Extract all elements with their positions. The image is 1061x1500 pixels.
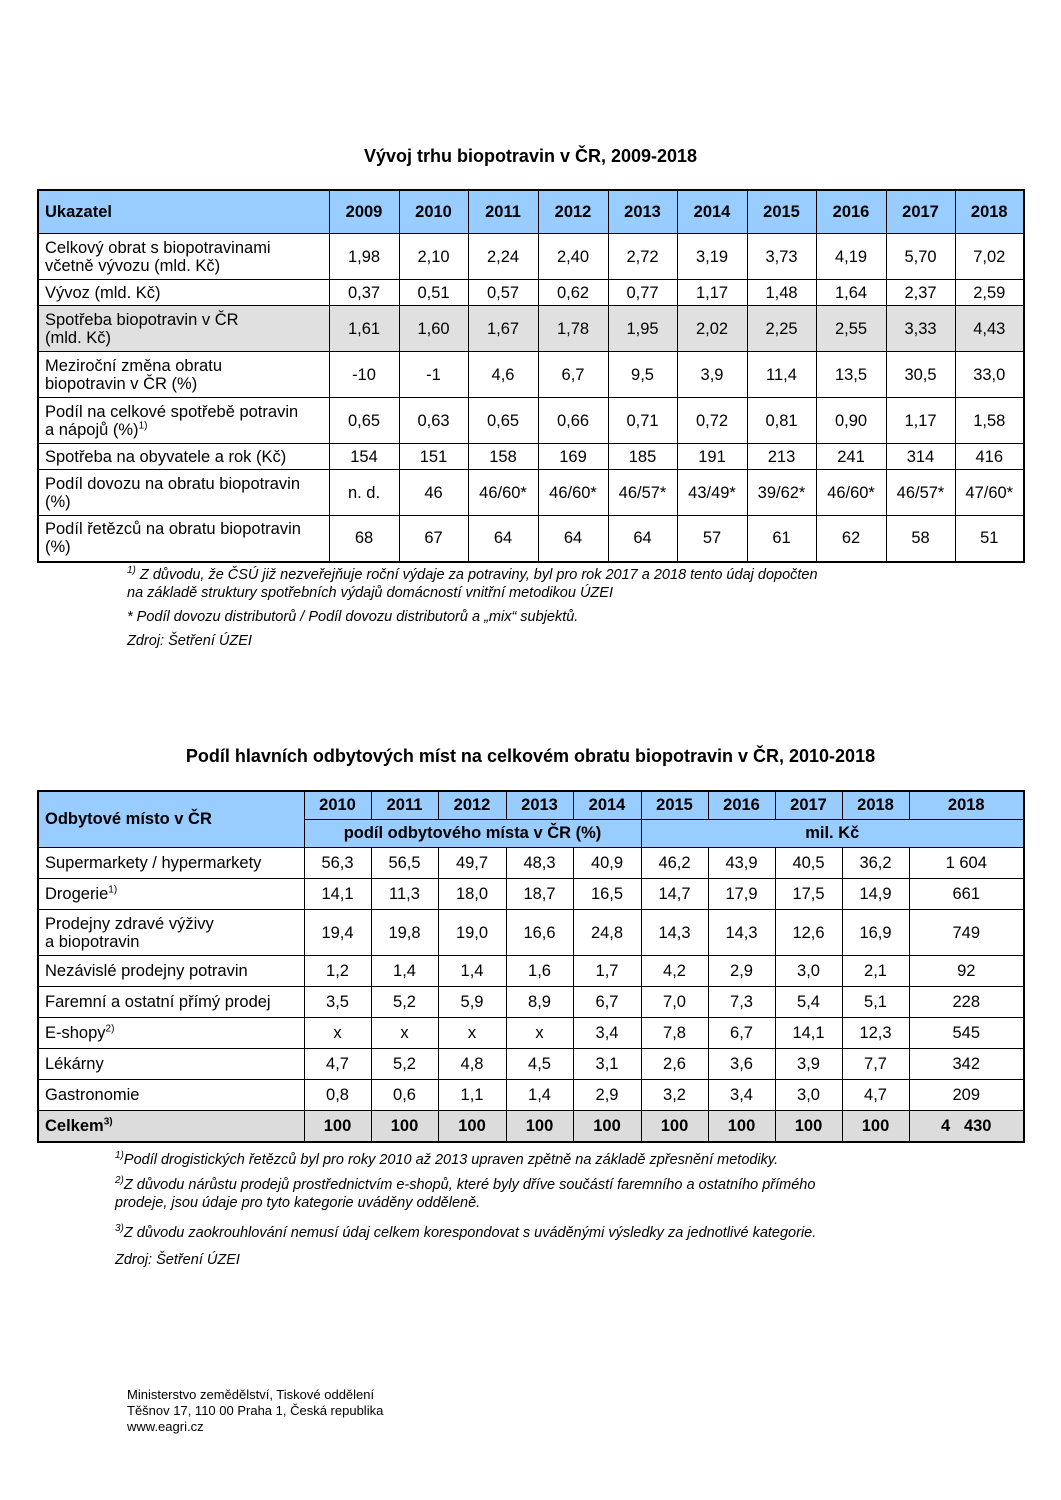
table-cell: 14,3	[708, 910, 775, 956]
table-cell: x	[304, 1018, 371, 1049]
table-cell: 0,72	[677, 398, 747, 444]
table-cell: 1,60	[399, 306, 468, 352]
table-cell: 0,57	[468, 280, 538, 306]
table-cell: 1 604	[909, 848, 1024, 879]
header-year: 2017	[886, 190, 955, 234]
table-cell: 1,17	[677, 280, 747, 306]
table-cell: 661	[909, 879, 1024, 910]
table-cell: 1,95	[608, 306, 677, 352]
table-row	[38, 910, 1024, 956]
row-label: Nezávislé prodejny potravin	[38, 956, 304, 987]
table-cell: 2,6	[641, 1049, 708, 1080]
row-label: Drogerie$^{1)}$	[38, 879, 304, 910]
header-year: 2018	[955, 190, 1024, 234]
table-cell: 342	[909, 1049, 1024, 1080]
table-cell: 30,5	[886, 352, 955, 398]
table-cell: 24,8	[573, 910, 641, 956]
table-cell: 64	[538, 516, 608, 562]
table-cell: 3,4	[573, 1018, 641, 1049]
table-cell: 4,43	[955, 306, 1024, 352]
header-year: 2018	[909, 791, 1024, 820]
table-row	[38, 516, 1024, 562]
table-cell: x	[371, 1018, 438, 1049]
table-header-row	[38, 190, 1024, 234]
header-year: 2010	[304, 791, 371, 820]
table-cell: 46/60*	[538, 470, 608, 516]
table-cell: 0,51	[399, 280, 468, 306]
total-cell: 100	[506, 1111, 573, 1143]
table-cell: 3,0	[775, 956, 842, 987]
footer-line-1: Ministerstvo zemědělství, Tiskové oddělení	[127, 1387, 375, 1402]
table-row	[38, 1049, 1024, 1080]
table-cell: 13,5	[816, 352, 886, 398]
table-cell: 1,4	[506, 1080, 573, 1111]
table-cell: 241	[816, 444, 886, 470]
header-year: 2014	[677, 190, 747, 234]
table-cell: 2,10	[399, 234, 468, 280]
table-cell: 1,6	[506, 956, 573, 987]
header-year: 2015	[641, 791, 708, 820]
table-cell: 56,3	[304, 848, 371, 879]
table-cell: 8,9	[506, 987, 573, 1018]
table-cell: 3,5	[304, 987, 371, 1018]
table-cell: 14,1	[775, 1018, 842, 1049]
table-cell: 228	[909, 987, 1024, 1018]
table-cell: 1,64	[816, 280, 886, 306]
table-cell: 46/57*	[608, 470, 677, 516]
table-cell: 16,5	[573, 879, 641, 910]
row-label: Celkový obrat s biopotravinami včetně vývozu (mld. Kč)	[38, 234, 329, 280]
table-cell: 16,6	[506, 910, 573, 956]
table1-footnote-1: $^{1)}$ Z důvodu, že ČSÚ již nezveřejňuje roční výdaje za potraviny, byl pro rok 2017 a 2018 tento údaj dopočten na základě struktury spotřebních výdajů domácností vnitřní metodikou ÚZEI	[127, 565, 818, 601]
table2-footnote-1: $^{1)}$Podíl drogistických řetězců byl pro roky 2010 až 2013 upraven zpětně na základě zpřesnění metodiky.	[115, 1150, 779, 1168]
table-cell: 1,4	[438, 956, 506, 987]
table-cell: 0,65	[329, 398, 399, 444]
table-cell: 46	[399, 470, 468, 516]
header-year: 2016	[708, 791, 775, 820]
row-label: Supermarkety / hypermarkety	[38, 848, 304, 879]
table-cell: 47/60*	[955, 470, 1024, 516]
header-odbytove-misto: Odbytové místo v ČR	[38, 791, 304, 848]
table-cell: 5,2	[371, 987, 438, 1018]
table-cell: 58	[886, 516, 955, 562]
table-cell: 3,0	[775, 1080, 842, 1111]
row-label: E-shopy$^{2)}$	[38, 1018, 304, 1049]
table-cell: 36,2	[842, 848, 909, 879]
total-cell: 100	[708, 1111, 775, 1143]
table-cell: 46/57*	[886, 470, 955, 516]
table-row	[38, 352, 1024, 398]
header-year: 2015	[747, 190, 816, 234]
table-cell: 1,2	[304, 956, 371, 987]
table-cell: 2,55	[816, 306, 886, 352]
table-cell: 64	[468, 516, 538, 562]
table-cell: 64	[608, 516, 677, 562]
table-cell: 68	[329, 516, 399, 562]
table-cell: 2,25	[747, 306, 816, 352]
table-cell: 46/60*	[816, 470, 886, 516]
table-row	[38, 234, 1024, 280]
table-cell: x	[506, 1018, 573, 1049]
table-cell: 0,8	[304, 1080, 371, 1111]
table-cell: 67	[399, 516, 468, 562]
table-cell: 39/62*	[747, 470, 816, 516]
total-cell: 100	[438, 1111, 506, 1143]
table-cell: 154	[329, 444, 399, 470]
total-cell: 100	[842, 1111, 909, 1143]
table2-source: Zdroj: Šetření ÚZEI	[115, 1252, 240, 1268]
table-cell: 1,17	[886, 398, 955, 444]
row-label: Podíl dovozu na obratu biopotravin (%)	[38, 470, 329, 516]
table-cell: -1	[399, 352, 468, 398]
table-cell: 1,58	[955, 398, 1024, 444]
table-cell: 1,67	[468, 306, 538, 352]
table-cell: 19,4	[304, 910, 371, 956]
table-cell: 7,02	[955, 234, 1024, 280]
table-cell: 62	[816, 516, 886, 562]
sales-channels-table	[37, 790, 1025, 1143]
table-row	[38, 879, 1024, 910]
total-row	[38, 1111, 1024, 1143]
footer-url[interactable]: www.eagri.cz	[127, 1419, 204, 1434]
table-cell: 18,0	[438, 879, 506, 910]
table-cell: 1,7	[573, 956, 641, 987]
table-row	[38, 306, 1024, 352]
header-year: 2012	[438, 791, 506, 820]
header-mil-kc: mil. Kč	[641, 820, 1024, 848]
table-cell: 14,1	[304, 879, 371, 910]
header-year: 2018	[842, 791, 909, 820]
table-cell: 43,9	[708, 848, 775, 879]
table-cell: 1,4	[371, 956, 438, 987]
table-cell: 4,5	[506, 1049, 573, 1080]
row-label: Meziroční změna obratu biopotravin v ČR (%)	[38, 352, 329, 398]
table-cell: 33,0	[955, 352, 1024, 398]
header-share-percent: podíl odbytového místa v ČR (%)	[304, 820, 641, 848]
table-cell: 17,9	[708, 879, 775, 910]
total-cell: 4 430	[909, 1111, 1024, 1143]
row-label: Spotřeba na obyvatele a rok (Kč)	[38, 444, 329, 470]
table-cell: 749	[909, 910, 1024, 956]
table-cell: 19,8	[371, 910, 438, 956]
table-cell: 3,4	[708, 1080, 775, 1111]
table-cell: 46,2	[641, 848, 708, 879]
table-cell: 17,5	[775, 879, 842, 910]
table1-title: Vývoj trhu biopotravin v ČR, 2009-2018	[363, 146, 698, 166]
row-label: Podíl na celkové spotřebě potravin a nápojů (%)$^{1)}$	[38, 398, 329, 444]
table-cell: 0,6	[371, 1080, 438, 1111]
table-row	[38, 280, 1024, 306]
table-cell: 3,33	[886, 306, 955, 352]
header-year: 2010	[399, 190, 468, 234]
table-cell: 61	[747, 516, 816, 562]
header-year: 2011	[371, 791, 438, 820]
table-cell: 5,1	[842, 987, 909, 1018]
total-cell: 100	[371, 1111, 438, 1143]
table-cell: 2,9	[708, 956, 775, 987]
table-cell: 2,37	[886, 280, 955, 306]
row-label: Spotřeba biopotravin v ČR (mld. Kč)	[38, 306, 329, 352]
table-cell: 213	[747, 444, 816, 470]
header-year: 2016	[816, 190, 886, 234]
table-cell: 5,4	[775, 987, 842, 1018]
table-cell: 0,81	[747, 398, 816, 444]
table-cell: 14,7	[641, 879, 708, 910]
table-row	[38, 470, 1024, 516]
row-label: Podíl řetězců na obratu biopotravin (%)	[38, 516, 329, 562]
header-ukazatel: Ukazatel	[38, 190, 329, 234]
table-cell: 3,19	[677, 234, 747, 280]
table-cell: n. d.	[329, 470, 399, 516]
table-cell: 5,2	[371, 1049, 438, 1080]
table-cell: 4,7	[304, 1049, 371, 1080]
row-label: Celkem$^{3)}$	[38, 1111, 304, 1143]
table-cell: 2,24	[468, 234, 538, 280]
table-cell: 416	[955, 444, 1024, 470]
table-cell: 11,4	[747, 352, 816, 398]
row-label: Faremní a ostatní přímý prodej	[38, 987, 304, 1018]
row-label: Vývoz (mld. Kč)	[38, 280, 329, 306]
header-year: 2009	[329, 190, 399, 234]
table-cell: 3,9	[775, 1049, 842, 1080]
table-cell: 0,65	[468, 398, 538, 444]
table-cell: 12,3	[842, 1018, 909, 1049]
table-cell: 5,70	[886, 234, 955, 280]
table-cell: 3,1	[573, 1049, 641, 1080]
total-cell: 100	[304, 1111, 371, 1143]
table2-footnote-2: $^{2)}$Z důvodu nárůstu prodejů prostřednictvím e-shopů, které byly dříve součástí faremního a ostatního přímého prodeje, jsou údaje pro tyto kategorie uváděny odděleně.	[115, 1175, 816, 1211]
table-cell: 6,7	[708, 1018, 775, 1049]
table-cell: 209	[909, 1080, 1024, 1111]
table-cell: 7,0	[641, 987, 708, 1018]
table-cell: 2,40	[538, 234, 608, 280]
table-cell: 0,63	[399, 398, 468, 444]
table-cell: 1,78	[538, 306, 608, 352]
row-label: Prodejny zdravé výživy a biopotravin	[38, 910, 304, 956]
footer-line-2: Těšnov 17, 110 00 Praha 1, Česká republika	[127, 1403, 384, 1418]
table-cell: 2,02	[677, 306, 747, 352]
table-cell: 4,6	[468, 352, 538, 398]
table-cell: 57	[677, 516, 747, 562]
table-row	[38, 1018, 1024, 1049]
header-year: 2011	[468, 190, 538, 234]
table-row	[38, 987, 1024, 1018]
table-cell: 1,48	[747, 280, 816, 306]
table-cell: 169	[538, 444, 608, 470]
table-cell: 49,7	[438, 848, 506, 879]
market-development-table	[37, 189, 1025, 563]
table-cell: 6,7	[538, 352, 608, 398]
total-cell: 100	[641, 1111, 708, 1143]
header-year: 2012	[538, 190, 608, 234]
row-label: Gastronomie	[38, 1080, 304, 1111]
table-cell: 92	[909, 956, 1024, 987]
table-cell: 4,7	[842, 1080, 909, 1111]
table1-footnote-2: * Podíl dovozu distributorů / Podíl dovozu distributorů a „mix“ subjektů.	[127, 609, 579, 625]
table-cell: 18,7	[506, 879, 573, 910]
header-year: 2014	[573, 791, 641, 820]
table-cell: 0,77	[608, 280, 677, 306]
table-cell: 12,6	[775, 910, 842, 956]
table-cell: 7,7	[842, 1049, 909, 1080]
table-cell: 3,73	[747, 234, 816, 280]
table-cell: 1,1	[438, 1080, 506, 1111]
table-cell: 7,8	[641, 1018, 708, 1049]
table-cell: 16,9	[842, 910, 909, 956]
table-cell: 158	[468, 444, 538, 470]
header-year: 2013	[608, 190, 677, 234]
table-row	[38, 398, 1024, 444]
table-row	[38, 848, 1024, 879]
table-header-row	[38, 791, 1024, 820]
table-cell: 0,62	[538, 280, 608, 306]
table-cell: 2,72	[608, 234, 677, 280]
table-cell: 0,71	[608, 398, 677, 444]
table-cell: 4,19	[816, 234, 886, 280]
table-row	[38, 1080, 1024, 1111]
table-row	[38, 956, 1024, 987]
total-cell: 100	[573, 1111, 641, 1143]
table2-footnote-3: $^{3)}$Z důvodu zaokrouhlování nemusí údaj celkem korespondovat s uváděnými výsledky za jednotlivé kategorie.	[115, 1223, 817, 1241]
header-year: 2013	[506, 791, 573, 820]
table-cell: 0,37	[329, 280, 399, 306]
row-label: Lékárny	[38, 1049, 304, 1080]
table-cell: 4,2	[641, 956, 708, 987]
table-cell: 545	[909, 1018, 1024, 1049]
table-cell: 3,9	[677, 352, 747, 398]
table-cell: 51	[955, 516, 1024, 562]
table-cell: 19,0	[438, 910, 506, 956]
table-cell: 14,3	[641, 910, 708, 956]
table-cell: 0,66	[538, 398, 608, 444]
ministry-footer	[127, 1387, 383, 1435]
table-cell: 4,8	[438, 1049, 506, 1080]
table-cell: 7,3	[708, 987, 775, 1018]
table-cell: 2,9	[573, 1080, 641, 1111]
table-cell: 43/49*	[677, 470, 747, 516]
table-cell: 5,9	[438, 987, 506, 1018]
header-year: 2017	[775, 791, 842, 820]
table-cell: x	[438, 1018, 506, 1049]
table-cell: 1,61	[329, 306, 399, 352]
table-cell: 46/60*	[468, 470, 538, 516]
table-cell: 40,9	[573, 848, 641, 879]
table-cell: 14,9	[842, 879, 909, 910]
total-cell: 100	[775, 1111, 842, 1143]
table-cell: -10	[329, 352, 399, 398]
table-cell: 56,5	[371, 848, 438, 879]
table-cell: 2,59	[955, 280, 1024, 306]
table2-title: Podíl hlavních odbytových míst na celkovém obratu biopotravin v ČR, 2010-2018	[185, 746, 876, 766]
table-cell: 0,90	[816, 398, 886, 444]
table-cell: 48,3	[506, 848, 573, 879]
table-row	[38, 444, 1024, 470]
table-cell: 191	[677, 444, 747, 470]
table-cell: 40,5	[775, 848, 842, 879]
table-cell: 6,7	[573, 987, 641, 1018]
table-cell: 151	[399, 444, 468, 470]
table-cell: 314	[886, 444, 955, 470]
table-cell: 3,2	[641, 1080, 708, 1111]
table-cell: 3,6	[708, 1049, 775, 1080]
table-cell: 185	[608, 444, 677, 470]
table-cell: 11,3	[371, 879, 438, 910]
table-cell: 2,1	[842, 956, 909, 987]
table-cell: 1,98	[329, 234, 399, 280]
table1-source: Zdroj: Šetření ÚZEI	[127, 633, 252, 649]
table-cell: 9,5	[608, 352, 677, 398]
